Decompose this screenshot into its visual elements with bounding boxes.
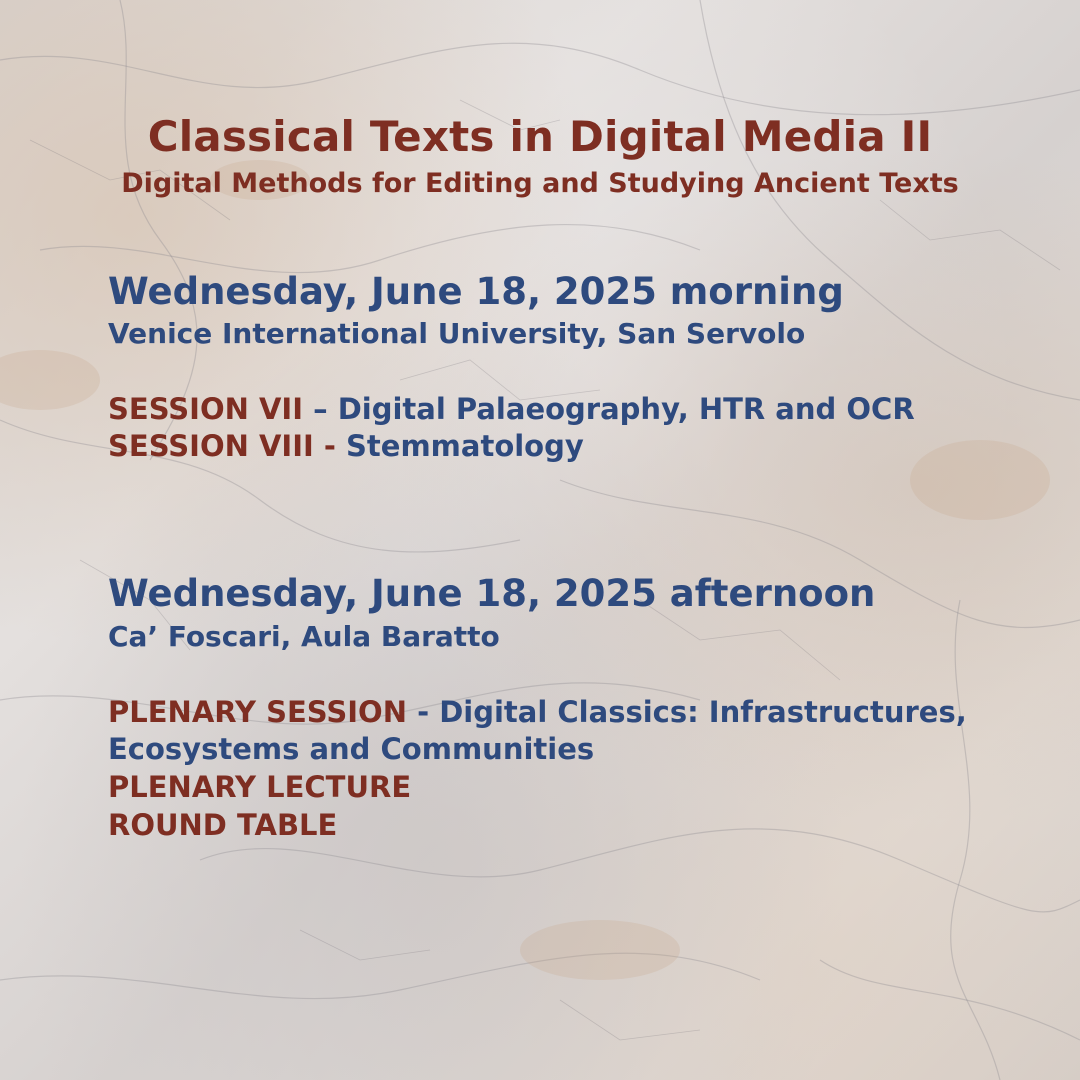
plenary-label: PLENARY SESSION xyxy=(108,695,407,729)
session-label: SESSION VIII xyxy=(108,429,314,463)
afternoon-venue: Ca’ Foscari, Aula Baratto xyxy=(108,620,500,653)
session-label: SESSION VII xyxy=(108,392,303,426)
plenary-separator: - xyxy=(406,695,440,729)
session-viii xyxy=(108,429,584,463)
morning-venue: Venice International University, San Servolo xyxy=(108,317,806,350)
plenary-session xyxy=(108,695,967,729)
afternoon-day: Wednesday, June 18, 2025 afternoon xyxy=(108,572,876,615)
session-vii xyxy=(108,392,915,426)
plenary-lecture: PLENARY LECTURE xyxy=(108,770,412,804)
plenary-topic-line2: Ecosystems and Communities xyxy=(108,732,595,766)
round-table: ROUND TABLE xyxy=(108,808,338,842)
session-topic: Stemmatology xyxy=(346,429,584,463)
session-separator: - xyxy=(313,429,347,463)
morning-day: Wednesday, June 18, 2025 morning xyxy=(108,270,844,313)
event-title: Classical Texts in Digital Media II xyxy=(147,112,933,161)
session-topic: Digital Palaeography, HTR and OCR xyxy=(337,392,915,426)
plenary-topic-line1: Digital Classics: Infrastructures, xyxy=(439,695,967,729)
session-separator: – xyxy=(303,392,338,426)
event-subtitle: Digital Methods for Editing and Studying Ancient Texts xyxy=(121,168,959,199)
